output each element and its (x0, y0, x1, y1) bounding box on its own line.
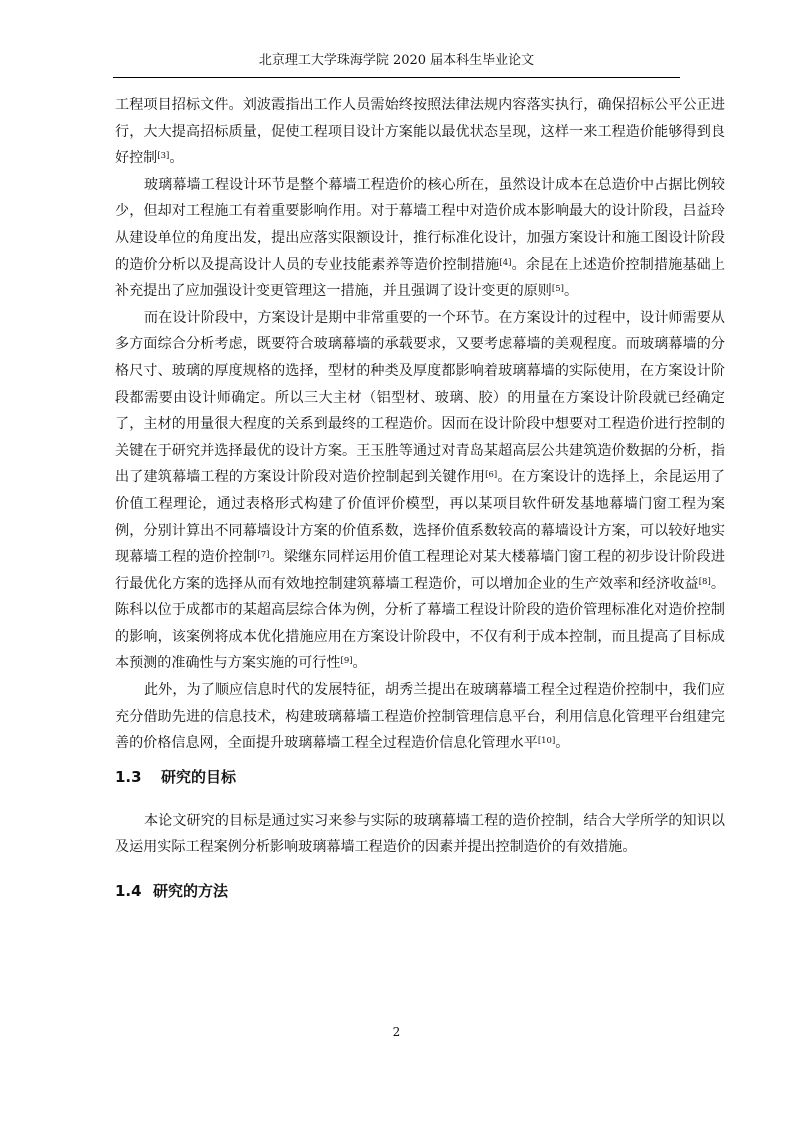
literature-review-paragraphs (115, 92, 725, 757)
text-run: 。在方案设计的选择上，余昆运用了价值工程理论，通过表格形式构建了价值评价模型，再以某项目软件研发基地幕墙门窗工程为案例，分别计算出不同幕墙设计方案的价值系数，选择价值系数较高的幕墙设计方案，可以较好地实现幕墙工程的造价控制 (115, 469, 726, 566)
citation-marker: [6] (485, 470, 498, 481)
section-title: 研究的目标 (161, 767, 237, 786)
page-number: 2 (392, 1025, 401, 1039)
text-run: 。梁继东同样运用价值工程理论对某大楼幕墙门窗工程的初步设计阶段进行最优化方案的选择从而有效地控制建筑幕墙工程造价，可以增加企业的生产效率和经济收益 (115, 549, 726, 592)
running-header: 北京理工大学珠海学院 2020 届本科生毕业论文 (258, 53, 535, 68)
citation-marker: [10] (537, 736, 556, 747)
text-run: 而在设计阶段中，方案设计是期中非常重要的一个环节。在方案设计的过程中，设计师需要从多方面综合分析考虑，既要符合玻璃幕墙的承载要求，又要考虑幕墙的美观程度。而玻璃幕墙的分格尺寸、玻璃的厚度规格的选择，型材的种类及厚度都影响着玻璃幕墙的实际使用，在方案设计阶段都需要由设计师确定。所以三大主材（铝型材、玻璃、胶）的用量在方案设计阶段就已经确定了，主材的用量很大程度的关系到最终的工程造价。因而在设计阶段中想要对工程造价进行控制的关键在于研究并选择最优的设计方案。王玉胜等通过对青岛某超高层公共建筑造价数据的分析，指出了建筑幕墙工程的方案设计阶段对造价控制起到关键作用 (115, 309, 725, 486)
text-run: 。 (555, 735, 570, 752)
text-run: 工程项目招标文件。刘波霞指出工作人员需始终按照法律法规内容落实执行，确保招标公平公正进行，大大提高招标质量，促使工程项目设计方案能以最优状态呈现，这样一来工程造价能够得到良好控制 (115, 97, 725, 167)
text-run: 。 (352, 655, 367, 672)
citation-marker: [9] (340, 656, 353, 667)
text-run: 。陈科以位于成都市的某超高层综合体为例，分析了幕墙工程设计阶段的造价管理标准化对造价控制的影响，该案例将成本优化措施应用在方案设计阶段中，不仅有利于成本控制，而且提高了目标成本预测的准确性与方案实施的可行性 (115, 575, 726, 672)
section-heading-1-4 (115, 880, 725, 902)
section-title: 研究的方法 (153, 882, 229, 901)
text-run: 。余昆在上述造价控制措施基础上补充提出了应加强设计变更管理这一措施，并且强调了设计变更的原则 (115, 256, 726, 300)
text-run: 玻璃幕墙工程设计环节是整个幕墙工程造价的核心所在，虽然设计成本在总造价中占据比例较少，但却对工程施工有着重要影响作用。对于幕墙工程中对造价成本影响最大的设计阶段，吕益玲从建设单位的角度出发，提出应落实限额设计，推行标准化设计，加强方案设计和施工图设计阶段的造价分析以及提高设计人员的专业技能素养等造价控制措施 (115, 176, 725, 273)
section-number: 1.4 (115, 882, 142, 901)
body-paragraph (115, 305, 725, 677)
research-objective-paragraph: 本论文研究的目标是通过实习来参与实际的玻璃幕墙工程的造价控制，结合大学所学的知识以及运用实际工程案例分析影响玻璃幕墙工程造价的因素并提出控制造价的有效措施。 (115, 812, 725, 856)
section-number: 1.3 (115, 767, 142, 786)
citation-marker: [8] (698, 576, 711, 587)
text-run: 。 (563, 283, 579, 300)
citation-marker: [4] (499, 257, 512, 268)
body-paragraph (115, 172, 725, 305)
citation-marker: [7] (257, 550, 270, 561)
page-body (115, 92, 725, 902)
text-run: 此外，为了顺应信息时代的发展特征，胡秀兰提出在玻璃幕墙工程全过程造价控制中，我们应充分借助先进的信息技术，构建玻璃幕墙工程造价控制管理信息平台，利用信息化管理平台组建完善的价格信息网，全面提升玻璃幕墙工程全过程造价信息化管理水平 (115, 682, 725, 752)
citation-marker: [5] (551, 284, 564, 295)
citation-marker: [3] (157, 151, 170, 162)
section-heading-1-3 (115, 766, 725, 788)
body-paragraph (115, 92, 725, 172)
header-rule (113, 77, 680, 78)
text-run: 。 (169, 150, 184, 167)
body-paragraph (115, 677, 725, 757)
